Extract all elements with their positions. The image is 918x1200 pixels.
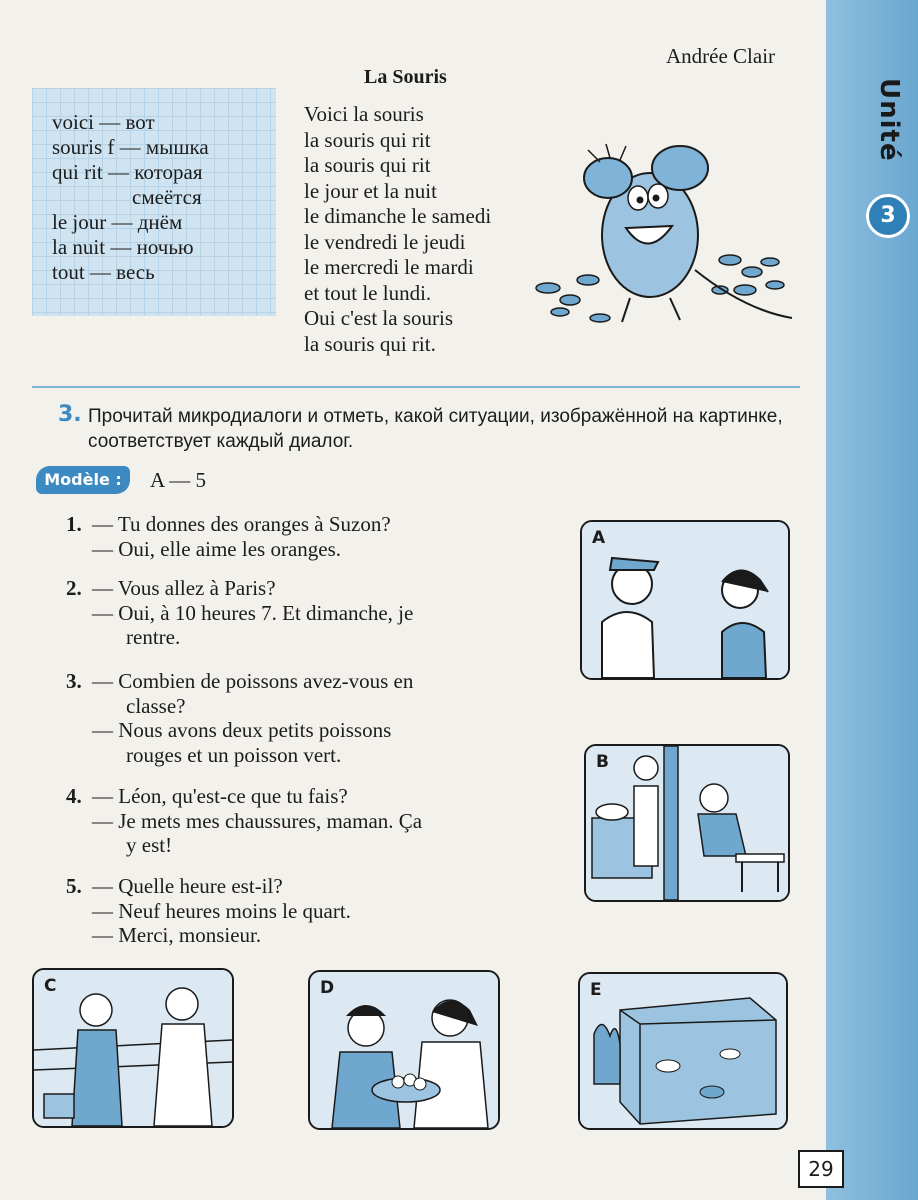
dialogue-line: — Neuf heures moins le quart.	[92, 898, 351, 923]
model-answer: A — 5	[150, 468, 207, 492]
vocab-entry: souris f — мышка	[52, 135, 209, 159]
exercise-number: 3.	[58, 402, 82, 427]
poem-line: Voici la souris	[304, 102, 424, 126]
picture-letter: C	[44, 976, 57, 996]
picture-c	[32, 968, 234, 1128]
dialogue-2	[66, 576, 550, 650]
poem-line: le jour et la nuit	[304, 178, 437, 203]
dialogue-line: y est!	[126, 833, 173, 857]
poem-line: le vendredi le jeudi	[304, 229, 466, 254]
girls-with-oranges-illustration	[310, 972, 498, 1128]
dialogue-number: 3.	[66, 669, 82, 693]
aquarium-illustration	[580, 974, 786, 1128]
poem-line: et tout le lundi.	[304, 280, 432, 305]
dialogue-line: classe?	[126, 693, 186, 718]
dialogue-line: rouges et un poisson vert.	[126, 742, 342, 767]
poem-line: Oui c'est la souris	[304, 306, 454, 330]
dialogue-3	[66, 669, 550, 767]
picture-letter: D	[320, 978, 335, 998]
vocab-entry: voici — вот	[52, 110, 155, 134]
vocab-entry: le jour — днём	[52, 210, 183, 234]
picture-d	[308, 970, 500, 1130]
poem-author: Andrée Clair	[666, 44, 776, 68]
dialogue-line: — Merci, monsieur.	[92, 923, 262, 947]
exercise-instruction: Прочитай микродиалоги и отметь, какой ситуации, изображённой на картинке, соответствует каждый диалог.	[88, 406, 783, 452]
dialogue-1	[66, 512, 550, 561]
mouse-illustration	[530, 140, 800, 340]
dialogue-line: — Vous allez à Paris?	[92, 576, 276, 600]
vocab-entry: la nuit — ночью	[52, 235, 194, 259]
poem-line: le mercredi le mardi	[304, 255, 474, 279]
poem-line: le dimanche le samedi	[304, 204, 492, 228]
dialogue-number: 2.	[66, 576, 82, 600]
vocab-entry: смеётся	[132, 185, 202, 209]
dialogue-number: 4.	[66, 784, 82, 808]
dialogue-number: 1.	[66, 512, 82, 536]
dialogue-line: — Tu donnes des oranges à Suzon?	[92, 512, 391, 536]
dialogue-line: — Nous avons deux petits poissons	[92, 718, 392, 742]
picture-letter: B	[596, 752, 609, 772]
picture-b	[584, 744, 790, 902]
two-people-talking-illustration	[582, 522, 788, 678]
picture-e	[578, 972, 788, 1130]
unit-label: Unité	[874, 78, 904, 162]
dialogue-line: — Léon, qu'est-ce que tu fais?	[92, 784, 348, 808]
dialogue-line: — Je mets mes chaussures, maman. Ça	[92, 808, 423, 833]
unit-number-badge: 3	[866, 194, 910, 238]
dialogue-5	[66, 874, 550, 948]
page-number: 29	[798, 1150, 844, 1188]
unit-side-tab	[826, 0, 918, 1200]
model-label: Modèle :	[36, 466, 130, 494]
poem-title: La Souris	[364, 66, 447, 88]
picture-a	[580, 520, 790, 680]
dialogue-line: — Combien de poissons avez-vous en	[92, 669, 414, 693]
dialogue-line: — Quelle heure est-il?	[92, 874, 283, 898]
vocab-entry: qui rit — которая	[52, 160, 203, 184]
vocab-entry: tout — весь	[52, 260, 155, 284]
picture-letter: A	[592, 528, 606, 548]
dialogue-line: — Oui, elle aime les oranges.	[92, 536, 342, 561]
picture-letter: E	[590, 980, 602, 1000]
dialogue-line: rentre.	[126, 625, 181, 649]
section-divider	[32, 386, 800, 388]
two-men-at-station-illustration	[34, 970, 232, 1126]
vocabulary-box	[32, 88, 276, 316]
dialogue-number: 5.	[66, 874, 82, 898]
dialogue-4	[66, 784, 550, 858]
poem-line: la souris qui rit	[304, 127, 431, 152]
poem-line: la souris qui rit	[304, 153, 431, 177]
dialogue-line: — Oui, à 10 heures 7. Et dimanche, je	[92, 600, 414, 625]
poem-line: la souris qui rit.	[304, 331, 436, 356]
boy-putting-on-shoes-illustration	[586, 746, 788, 900]
